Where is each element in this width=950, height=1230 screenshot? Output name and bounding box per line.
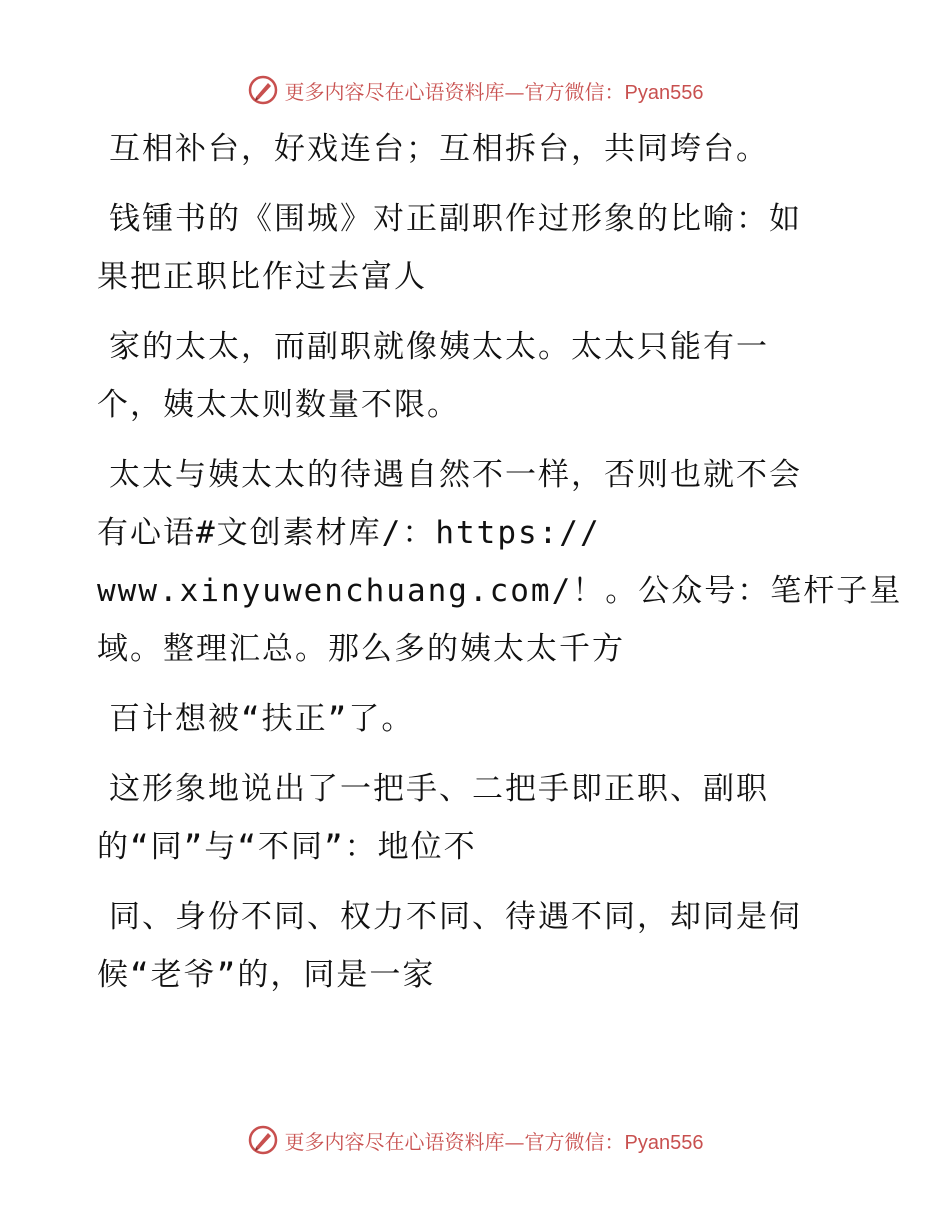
text-line: 家的太太，而副职就像姨太太。太太只能有一 (109, 329, 769, 365)
header-brand-text: 更多内容尽在心语资料库 (284, 79, 505, 104)
text-line: 太太与姨太太的待遇自然不一样，否则也就不会 (109, 457, 802, 493)
header-banner-text (285, 76, 704, 105)
header-wechat-id: Pyan556 (624, 81, 704, 104)
text-line: 百计想被“扶正”了。 (109, 701, 415, 737)
text-line: 有心语#文创素材库/：https:// (97, 515, 601, 551)
footer-banner-inner (247, 1124, 704, 1156)
pen-circle-logo-icon (247, 74, 279, 106)
text-line: 域。整理汇总。那么多的姨太太千方 (97, 631, 625, 667)
paragraph (97, 446, 903, 678)
footer-brand-text: 更多内容尽在心语资料库 (284, 1129, 505, 1154)
document-body (97, 120, 903, 1016)
text-line: www.xinyuwenchuang.com/！。公众号：笔杆子星 (97, 573, 903, 609)
text-line: 的“同”与“不同”：地位不 (97, 829, 477, 865)
paragraph (97, 120, 837, 178)
header-banner (0, 70, 950, 110)
text-line: 个，姨太太则数量不限。 (97, 387, 460, 423)
footer-separator: — (504, 1129, 525, 1154)
text-line: 果把正职比作过去富人 (97, 259, 427, 295)
header-banner-inner (247, 74, 704, 106)
text-line: 候“老爷”的，同是一家 (97, 957, 436, 993)
paragraph (97, 690, 837, 748)
paragraph (97, 760, 837, 876)
text-line: 这形象地说出了一把手、二把手即正职、副职 (109, 771, 769, 807)
footer-banner-text (285, 1126, 704, 1155)
header-official-label: 官方微信： (524, 79, 625, 104)
text-line: 互相补台，好戏连台；互相拆台，共同垮台。 (109, 131, 769, 167)
paragraph (97, 190, 837, 306)
footer-banner (0, 1120, 950, 1160)
text-line: 钱锺书的《围城》对正副职作过形象的比喻：如 (109, 201, 802, 237)
pen-circle-logo-icon (247, 1124, 279, 1156)
footer-wechat-id: Pyan556 (624, 1131, 704, 1154)
paragraph (97, 318, 837, 434)
paragraph (97, 888, 837, 1004)
footer-official-label: 官方微信： (524, 1129, 625, 1154)
text-line: 同、身份不同、权力不同、待遇不同，却同是伺 (109, 899, 802, 935)
header-separator: — (504, 79, 525, 104)
